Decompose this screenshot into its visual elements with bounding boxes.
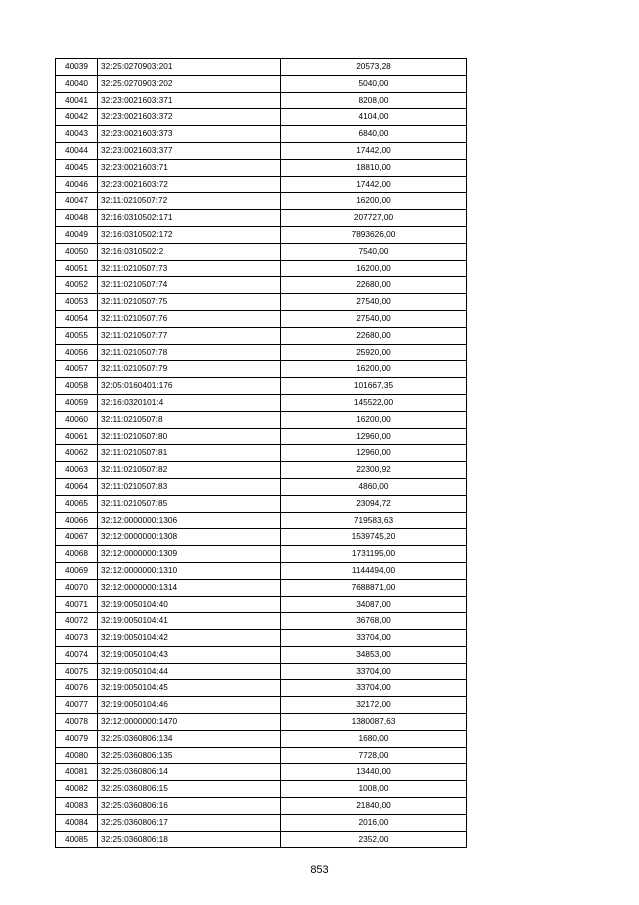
cadastral-number-cell: 32:11:0210507:85 [98,495,281,512]
table-row [56,260,467,277]
cadastral-number-cell: 32:12:0000000:1306 [98,512,281,529]
table-row [56,445,467,462]
cadastral-value-cell: 12960,00 [281,445,467,462]
row-number-cell: 40085 [56,831,98,848]
row-number-cell: 40082 [56,781,98,798]
row-number-cell: 40059 [56,394,98,411]
cadastral-number-cell: 32:19:0050104:41 [98,613,281,630]
table-row [56,428,467,445]
table-row [56,344,467,361]
table-row [56,75,467,92]
table-row [56,596,467,613]
cadastral-number-cell: 32:05:0160401:176 [98,378,281,395]
table-row [56,277,467,294]
cadastral-value-cell: 7893626,00 [281,226,467,243]
row-number-cell: 40065 [56,495,98,512]
row-number-cell: 40053 [56,294,98,311]
cadastral-value-cell: 2016,00 [281,814,467,831]
table-row [56,663,467,680]
cadastral-value-cell: 23094,72 [281,495,467,512]
row-number-cell: 40060 [56,411,98,428]
row-number-cell: 40080 [56,747,98,764]
row-number-cell: 40083 [56,798,98,815]
row-number-cell: 40058 [56,378,98,395]
cadastral-number-cell: 32:11:0210507:81 [98,445,281,462]
row-number-cell: 40066 [56,512,98,529]
cadastral-value-cell: 207727,00 [281,210,467,227]
cadastral-value-cell: 1144494,00 [281,562,467,579]
table-row [56,243,467,260]
table-row [56,730,467,747]
table-row [56,512,467,529]
cadastral-value-cell: 33704,00 [281,630,467,647]
cadastral-number-cell: 32:23:0021603:72 [98,176,281,193]
table-row [56,579,467,596]
cadastral-value-cell: 17442,00 [281,142,467,159]
cadastral-value-cell: 16200,00 [281,193,467,210]
table-row [56,646,467,663]
table-row [56,747,467,764]
cadastral-value-cell: 33704,00 [281,680,467,697]
row-number-cell: 40048 [56,210,98,227]
cadastral-number-cell: 32:16:0310502:2 [98,243,281,260]
cadastral-value-cell: 34087,00 [281,596,467,613]
table-row [56,142,467,159]
table-row [56,226,467,243]
cadastral-number-cell: 32:12:0000000:1310 [98,562,281,579]
table-row [56,529,467,546]
cadastral-number-cell: 32:11:0210507:83 [98,478,281,495]
cadastral-number-cell: 32:12:0000000:1470 [98,714,281,731]
row-number-cell: 40078 [56,714,98,731]
cadastral-value-cell: 22680,00 [281,277,467,294]
row-number-cell: 40069 [56,562,98,579]
cadastral-value-cell: 25920,00 [281,344,467,361]
row-number-cell: 40067 [56,529,98,546]
row-number-cell: 40072 [56,613,98,630]
row-number-cell: 40047 [56,193,98,210]
cadastral-number-cell: 32:25:0270903:202 [98,75,281,92]
row-number-cell: 40050 [56,243,98,260]
cadastral-number-cell: 32:25:0270903:201 [98,59,281,76]
table-row [56,59,467,76]
row-number-cell: 40049 [56,226,98,243]
cadastral-number-cell: 32:25:0360806:134 [98,730,281,747]
table-row [56,697,467,714]
cadastral-number-cell: 32:16:0310502:171 [98,210,281,227]
row-number-cell: 40045 [56,159,98,176]
table-row [56,176,467,193]
row-number-cell: 40071 [56,596,98,613]
cadastral-number-cell: 32:11:0210507:80 [98,428,281,445]
cadastral-number-cell: 32:11:0210507:73 [98,260,281,277]
cadastral-value-cell: 13440,00 [281,764,467,781]
row-number-cell: 40079 [56,730,98,747]
cadastral-number-cell: 32:19:0050104:40 [98,596,281,613]
cadastral-number-cell: 32:25:0360806:16 [98,798,281,815]
row-number-cell: 40081 [56,764,98,781]
table-row [56,613,467,630]
row-number-cell: 40040 [56,75,98,92]
cadastral-value-cell: 20573,28 [281,59,467,76]
cadastral-number-cell: 32:12:0000000:1309 [98,546,281,563]
table-row [56,478,467,495]
cadastral-value-cell: 17442,00 [281,176,467,193]
cadastral-value-cell: 36768,00 [281,613,467,630]
cadastral-value-cell: 16200,00 [281,260,467,277]
row-number-cell: 40054 [56,310,98,327]
cadastral-number-cell: 32:19:0050104:43 [98,646,281,663]
cadastral-number-cell: 32:19:0050104:45 [98,680,281,697]
table-row [56,814,467,831]
cadastral-number-cell: 32:25:0360806:14 [98,764,281,781]
cadastral-value-cell: 16200,00 [281,411,467,428]
cadastral-value-cell: 2352,00 [281,831,467,848]
cadastral-number-cell: 32:19:0050104:46 [98,697,281,714]
cadastral-value-cell: 1680,00 [281,730,467,747]
row-number-cell: 40075 [56,663,98,680]
cadastral-value-cell: 22680,00 [281,327,467,344]
cadastral-number-cell: 32:16:0320101:4 [98,394,281,411]
table-row [56,361,467,378]
cadastral-value-cell: 32172,00 [281,697,467,714]
table-row [56,781,467,798]
cadastral-number-cell: 32:25:0360806:17 [98,814,281,831]
table-row [56,193,467,210]
cadastral-number-cell: 32:23:0021603:373 [98,126,281,143]
cadastral-number-cell: 32:19:0050104:42 [98,630,281,647]
cadastral-number-cell: 32:11:0210507:8 [98,411,281,428]
table-row [56,92,467,109]
cadastral-number-cell: 32:25:0360806:18 [98,831,281,848]
table-row [56,831,467,848]
cadastral-number-cell: 32:11:0210507:77 [98,327,281,344]
cadastral-number-cell: 32:23:0021603:71 [98,159,281,176]
cadastral-value-cell: 6840,00 [281,126,467,143]
cadastral-value-cell: 16200,00 [281,361,467,378]
table-row [56,294,467,311]
row-number-cell: 40051 [56,260,98,277]
cadastral-number-cell: 32:23:0021603:372 [98,109,281,126]
table-row [56,411,467,428]
table-row [56,495,467,512]
cadastral-value-cell: 7728,00 [281,747,467,764]
cadastral-number-cell: 32:11:0210507:76 [98,310,281,327]
cadastral-value-cell: 27540,00 [281,310,467,327]
cadastral-value-cell: 1539745,20 [281,529,467,546]
row-number-cell: 40073 [56,630,98,647]
cadastral-value-cell: 4104,00 [281,109,467,126]
cadastral-value-cell: 5040,00 [281,75,467,92]
cadastral-number-cell: 32:11:0210507:79 [98,361,281,378]
cadastral-value-cell: 22300,92 [281,462,467,479]
cadastral-number-cell: 32:11:0210507:72 [98,193,281,210]
table-row [56,327,467,344]
table-row [56,764,467,781]
cadastral-number-cell: 32:23:0021603:371 [98,92,281,109]
cadastral-value-cell: 1380087,63 [281,714,467,731]
cadastral-number-cell: 32:11:0210507:78 [98,344,281,361]
cadastral-number-cell: 32:25:0360806:135 [98,747,281,764]
cadastral-number-cell: 32:11:0210507:74 [98,277,281,294]
row-number-cell: 40061 [56,428,98,445]
cadastral-value-cell: 1008,00 [281,781,467,798]
cadastral-number-cell: 32:16:0310502:172 [98,226,281,243]
table-row [56,462,467,479]
cadastral-number-cell: 32:11:0210507:82 [98,462,281,479]
cadastral-number-cell: 32:11:0210507:75 [98,294,281,311]
table-row [56,546,467,563]
row-number-cell: 40077 [56,697,98,714]
cadastral-value-cell: 1731195,00 [281,546,467,563]
cadastral-value-cell: 18810,00 [281,159,467,176]
row-number-cell: 40074 [56,646,98,663]
cadastral-value-cell: 34853,00 [281,646,467,663]
page-number: 853 [310,864,329,876]
table-row [56,109,467,126]
cadastral-number-cell: 32:25:0360806:15 [98,781,281,798]
cadastral-value-cell: 27540,00 [281,294,467,311]
table-row [56,394,467,411]
row-number-cell: 40076 [56,680,98,697]
cadastral-number-cell: 32:12:0000000:1308 [98,529,281,546]
table-row [56,630,467,647]
cadastral-value-cell: 21840,00 [281,798,467,815]
table-row [56,680,467,697]
cadastral-value-cell: 33704,00 [281,663,467,680]
row-number-cell: 40042 [56,109,98,126]
row-number-cell: 40062 [56,445,98,462]
row-number-cell: 40055 [56,327,98,344]
row-number-cell: 40057 [56,361,98,378]
table-row [56,714,467,731]
cadastral-value-cell: 7688871,00 [281,579,467,596]
table-row [56,159,467,176]
row-number-cell: 40041 [56,92,98,109]
row-number-cell: 40063 [56,462,98,479]
cadastral-number-cell: 32:23:0021603:377 [98,142,281,159]
cadastral-value-cell: 145522,00 [281,394,467,411]
table-row [56,210,467,227]
cadastral-value-cell: 12960,00 [281,428,467,445]
row-number-cell: 40084 [56,814,98,831]
table-row [56,310,467,327]
table-body [56,59,467,848]
cadastral-number-cell: 32:12:0000000:1314 [98,579,281,596]
row-number-cell: 40046 [56,176,98,193]
cadastral-value-cell: 4860,00 [281,478,467,495]
cadastral-value-table [55,58,467,848]
row-number-cell: 40044 [56,142,98,159]
table-row [56,126,467,143]
cadastral-value-cell: 101667,35 [281,378,467,395]
cadastral-value-cell: 719583,63 [281,512,467,529]
table-row [56,798,467,815]
table-row [56,562,467,579]
cadastral-number-cell: 32:19:0050104:44 [98,663,281,680]
row-number-cell: 40068 [56,546,98,563]
row-number-cell: 40043 [56,126,98,143]
row-number-cell: 40070 [56,579,98,596]
table-row [56,378,467,395]
row-number-cell: 40064 [56,478,98,495]
row-number-cell: 40039 [56,59,98,76]
row-number-cell: 40056 [56,344,98,361]
cadastral-value-cell: 7540,00 [281,243,467,260]
row-number-cell: 40052 [56,277,98,294]
cadastral-value-cell: 8208,00 [281,92,467,109]
